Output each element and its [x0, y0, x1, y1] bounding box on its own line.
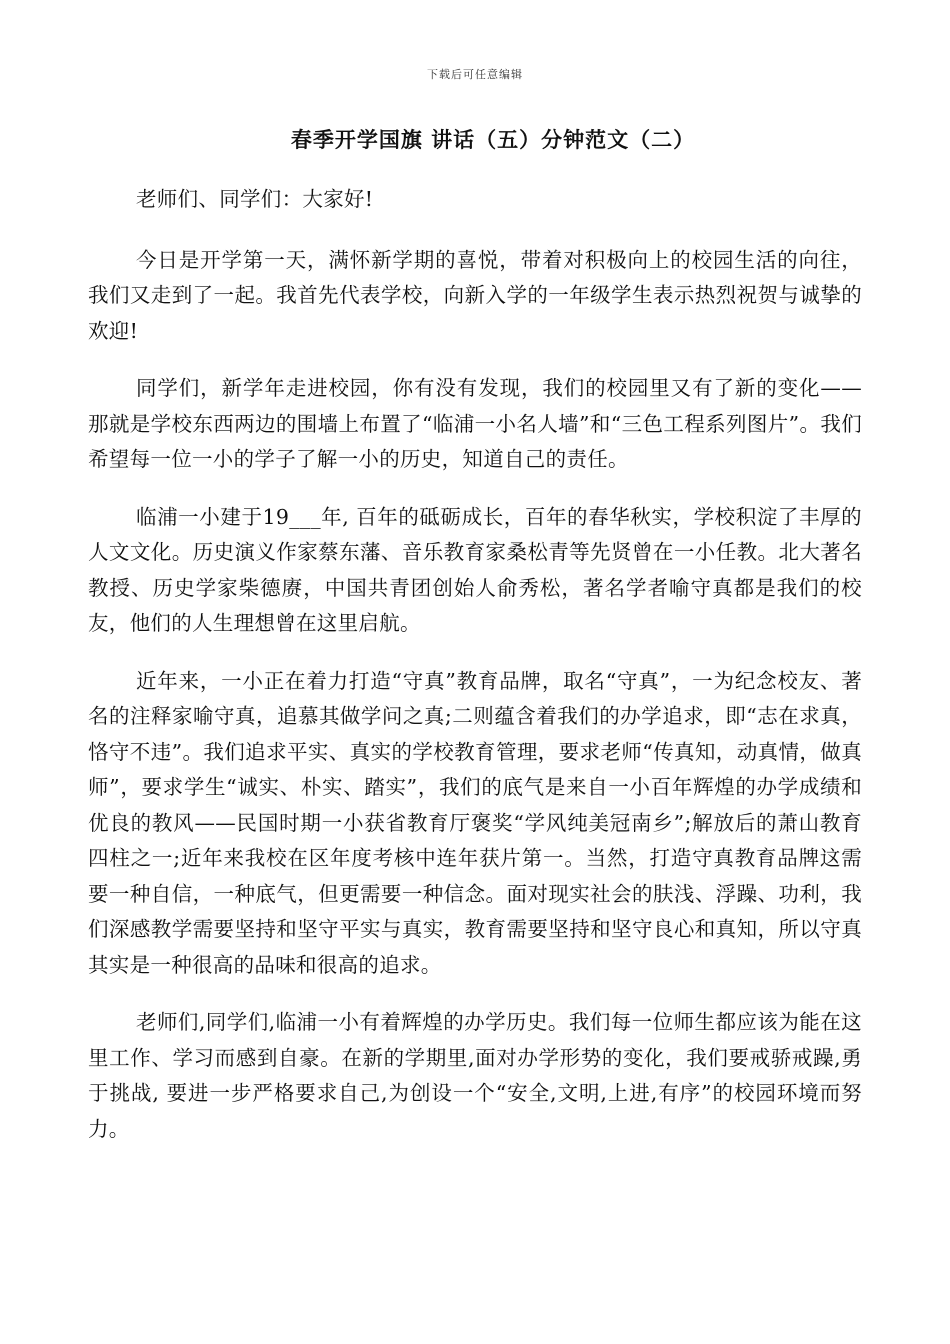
paragraph-closing: 老师们,同学们,临浦一小有着辉煌的办学历史。我们每一位师生都应该为能在这里工作、学习而感到自豪。在新的学期里,面对办学形势的变化，我们要戒骄戒躁,勇于挑战, 要进一步严格要求自己,为创设一个“安全,文明,上进,有序”的校园环境而努力。	[88, 1010, 862, 1141]
document-title: 春季开学国旗 讲话（五）分钟范文（二）	[290, 127, 696, 152]
document-body	[88, 182, 862, 1169]
paragraph-greeting: 老师们、同学们：大家好!	[136, 187, 374, 211]
paragraph-school-history: 临浦一小建于19___年, 百年的砥砺成长，百年的春华秋实，学校积淀了丰厚的人文文化。历史演义作家蔡东藩、音乐教育家桑松青等先贤曾在一小任教。北大著名教授、历史学家柴德赓，中国共青团创始人俞秀松，著名学者喻守真都是我们的校友，他们的人生理想曾在这里启航。	[88, 504, 862, 635]
paragraph-shouzhen-brand: 近年来，一小正在着力打造“守真”教育品牌，取名“守真”，一为纪念校友、著名的注释家喻守真，追慕其做学问之真;二则蕴含着我们的办学追求，即“志在求真，恪守不违”。我们追求平实、真实的学校教育管理，要求老师“传真知，动真情，做真师”，要求学生“诚实、朴实、踏实”，我们的底气是来自一小百年辉煌的办学成绩和优良的教风——民国时期一小获省教育厅褒奖“学风纯美冠南乡”;解放后的萧山教育四柱之一;近年来我校在区年度考核中连年获片第一。当然，打造守真教育品牌这需要一种自信，一种底气，但更需要一种信念。面对现实社会的肤浅、浮躁、功利，我们深感教学需要坚持和坚守平实与真实，教育需要坚持和坚守良心和真知，所以守真其实是一种很高的品味和很高的追求。	[88, 668, 862, 977]
paragraph-campus-changes: 同学们，新学年走进校园，你有没有发现，我们的校园里又有了新的变化——那就是学校东西两边的围墙上布置了“临浦一小名人墙”和“三色工程系列图片”。我们希望每一位一小的学子了解一小的历史，知道自己的责任。	[88, 376, 862, 471]
paragraph-opening: 今日是开学第一天，满怀新学期的喜悦，带着对积极向上的校园生活的向往，我们又走到了一起。我首先代表学校，向新入学的一年级学生表示热烈祝贺与诚挚的欢迎!	[88, 247, 862, 343]
header-note: 下载后可任意编辑	[427, 68, 523, 81]
